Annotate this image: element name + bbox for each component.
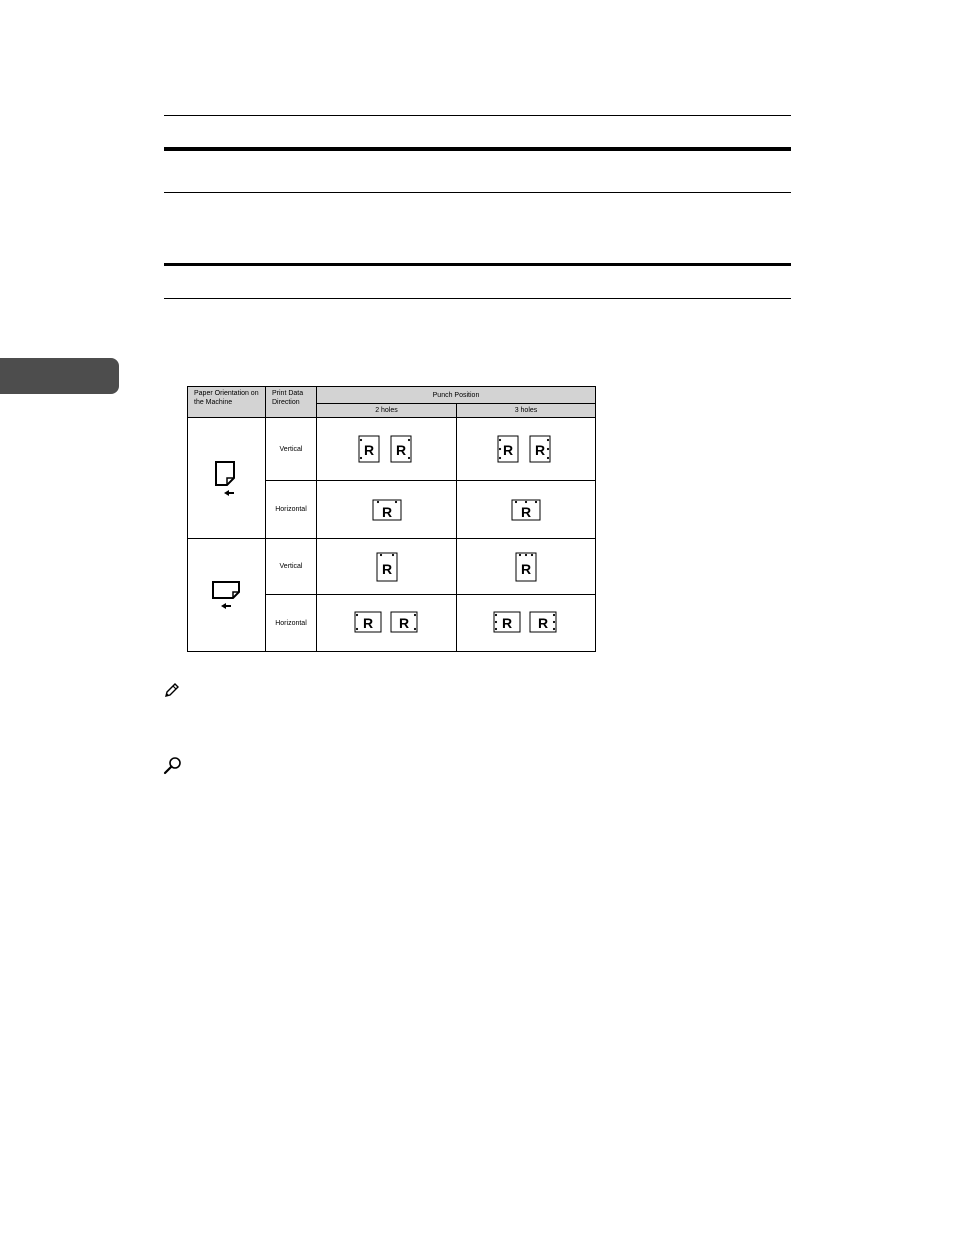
r-glyph: R — [398, 615, 409, 631]
r-glyph: R — [501, 615, 513, 631]
punch-figure-landscape-horizontal-3 — [492, 610, 560, 636]
subsection-rule-thin — [164, 298, 791, 299]
punch-figure-portrait-horizontal-2 — [371, 498, 403, 522]
r-glyph: R — [363, 442, 374, 458]
direction-label: Vertical — [266, 418, 317, 481]
r-glyph: R — [520, 560, 532, 577]
punch-figure-landscape-vertical-2 — [375, 551, 399, 583]
portrait-orientation-cell — [188, 418, 266, 539]
punch-figure-cell — [317, 418, 457, 481]
punch-figure-cell — [317, 539, 457, 595]
direction-label: Horizontal — [266, 481, 317, 539]
note-pencil-icon — [163, 681, 181, 699]
punch-position-table — [187, 386, 596, 652]
landscape-orientation-cell — [188, 539, 266, 652]
r-glyph: R — [381, 503, 392, 520]
landscape-paper-icon — [211, 579, 243, 611]
header-punch-position: Punch Position — [317, 387, 596, 404]
chapter-tab — [0, 358, 119, 394]
punch-figure-cell — [457, 595, 596, 652]
r-glyph: R — [381, 560, 392, 577]
reference-magnifier-icon — [163, 756, 183, 776]
r-glyph: R — [520, 503, 532, 520]
direction-label: Vertical — [266, 539, 317, 595]
header-3-holes: 3 holes — [457, 404, 596, 418]
section-rule-thick — [164, 147, 791, 151]
punch-figure-portrait-vertical-2 — [357, 434, 417, 464]
punch-figure-cell — [457, 539, 596, 595]
header-print-data-direction: Print Data Direction — [266, 387, 317, 418]
punch-figure-portrait-vertical-3 — [496, 434, 556, 464]
r-glyph: R — [395, 442, 406, 458]
punch-figure-cell — [317, 595, 457, 652]
r-glyph: R — [534, 442, 546, 458]
portrait-paper-icon — [214, 460, 240, 496]
r-glyph: R — [502, 442, 514, 458]
punch-figure-landscape-vertical-3 — [514, 551, 538, 583]
punch-figure-portrait-horizontal-3 — [510, 498, 542, 522]
header-paper-orientation: Paper Orientation on the Machine — [188, 387, 266, 418]
header-rule — [164, 115, 791, 116]
section-rule-thin — [164, 192, 791, 193]
subsection-rule-thick — [164, 263, 791, 266]
r-glyph: R — [537, 615, 549, 631]
direction-label: Horizontal — [266, 595, 317, 652]
punch-figure-cell — [457, 418, 596, 481]
header-2-holes: 2 holes — [317, 404, 457, 418]
r-glyph: R — [362, 615, 373, 631]
punch-figure-cell — [457, 481, 596, 539]
punch-figure-landscape-horizontal-2 — [353, 610, 421, 636]
punch-figure-cell — [317, 481, 457, 539]
